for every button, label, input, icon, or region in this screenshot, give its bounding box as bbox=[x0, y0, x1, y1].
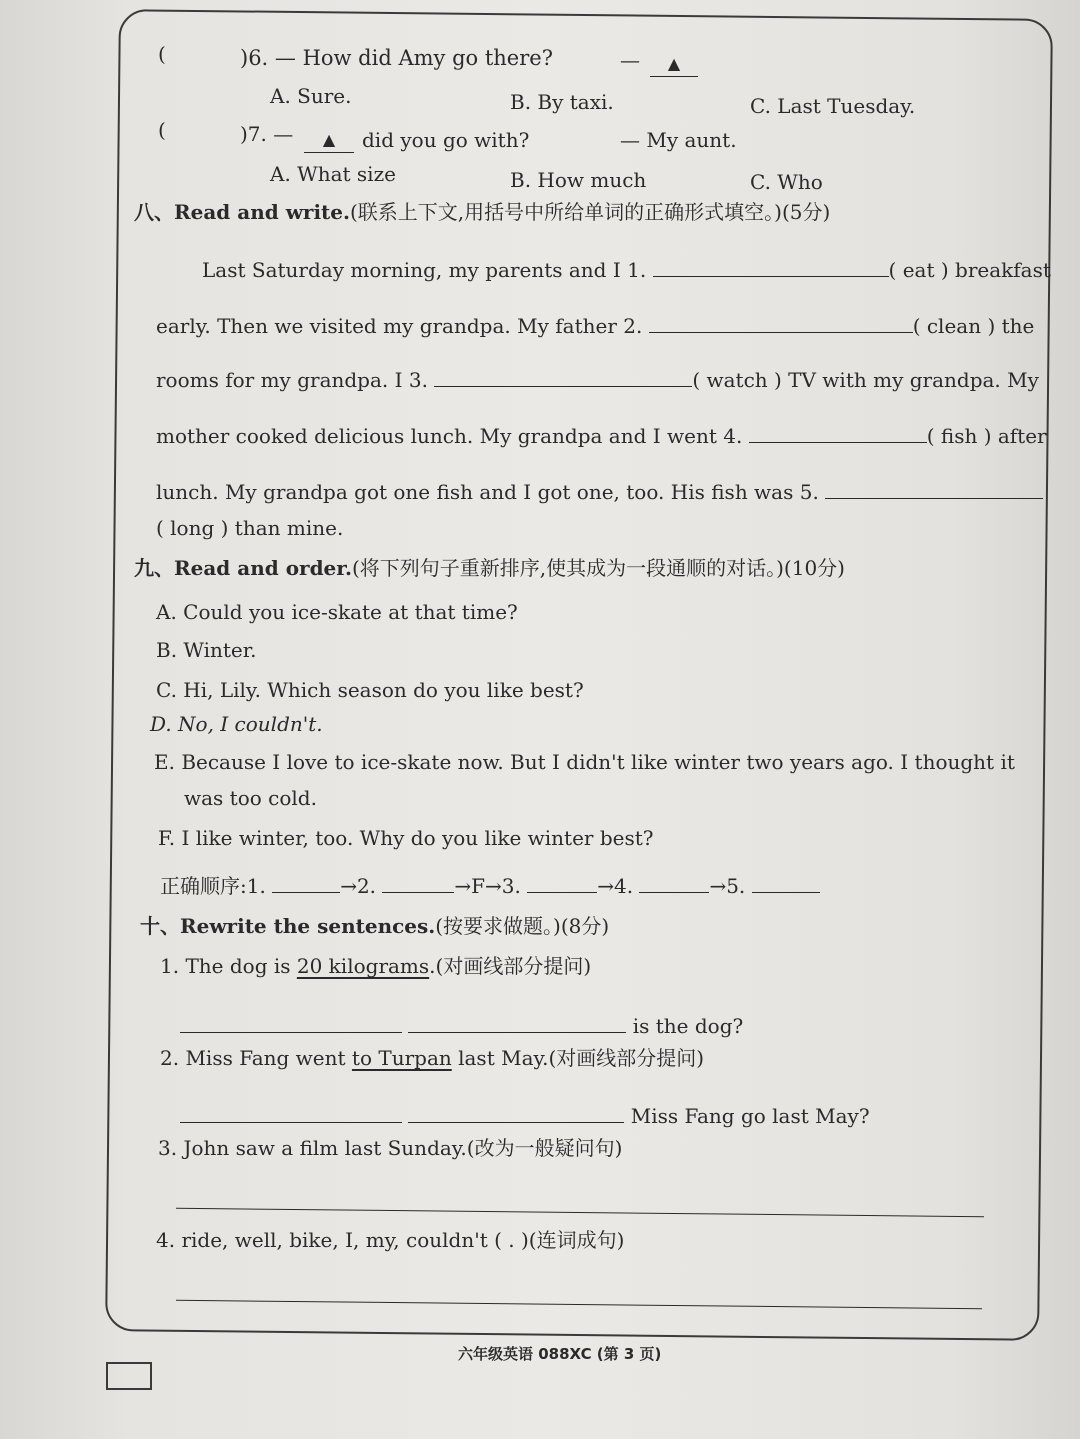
s9-order-sep-2: →2. bbox=[340, 874, 377, 898]
s8-line-5-text: lunch. My grandpa got one fish and I got one, too. His fish was 5. bbox=[156, 480, 819, 504]
s8-blank-1[interactable] bbox=[653, 258, 889, 277]
s10-q4: 4. ride, well, bike, I, my, couldn't ( . )(连词成句) bbox=[156, 1228, 625, 1252]
s8-line-4 bbox=[156, 424, 1047, 448]
s8-blank-2[interactable] bbox=[649, 314, 913, 333]
q6-answer-dash: — bbox=[620, 48, 640, 72]
s9-item-d: D. No, I couldn't. bbox=[150, 712, 323, 736]
q6-paren: ( bbox=[158, 42, 166, 66]
s10-q2-blank-1[interactable] bbox=[180, 1104, 402, 1123]
s10-q2-underlined: to Turpan bbox=[351, 1046, 452, 1070]
s8-line-3-hint: ( watch ) TV with my grandpa. My bbox=[692, 368, 1039, 392]
s10-q1-tail: is the dog? bbox=[632, 1014, 744, 1038]
section9-title bbox=[134, 556, 845, 580]
s8-line-5 bbox=[156, 480, 1043, 504]
triangle-icon: ▲ bbox=[667, 54, 681, 73]
q7-paren: ( bbox=[158, 118, 166, 142]
s9-order-sep-3: →F→3. bbox=[454, 874, 521, 898]
s10-q2-answer-row bbox=[180, 1104, 870, 1128]
s8-line-3-text: rooms for my grandpa. I 3. bbox=[156, 368, 428, 392]
q7-stem-prefix: )7. — bbox=[240, 122, 294, 146]
q6-option-b: B. By taxi. bbox=[510, 90, 614, 114]
s8-line-4-hint: ( fish ) after bbox=[926, 424, 1047, 448]
q7-answer: — My aunt. bbox=[620, 128, 737, 152]
s9-order-blank-5[interactable] bbox=[752, 874, 820, 893]
s9-order-label: 正确顺序:1. bbox=[160, 874, 266, 898]
q7-answer-blank[interactable] bbox=[304, 126, 354, 153]
s8-line-1-text: Last Saturday morning, my parents and I 1. bbox=[202, 258, 647, 282]
s9-order-row bbox=[160, 874, 820, 898]
q6-answer-blank[interactable] bbox=[650, 50, 698, 77]
s9-item-c: C. Hi, Lily. Which season do you like best? bbox=[156, 678, 584, 702]
s9-item-a: A. Could you ice-skate at that time? bbox=[156, 600, 518, 624]
s8-line-2-hint: ( clean ) the bbox=[912, 314, 1035, 338]
q7-stem-suffix: did you go with? bbox=[362, 128, 530, 152]
page-footer: 六年级英语 088XC (第 3 页) bbox=[458, 1345, 662, 1363]
corner-box bbox=[106, 1362, 152, 1390]
s9-order-sep-5: →5. bbox=[709, 874, 746, 898]
section8-title-en: 八、Read and write. bbox=[134, 200, 350, 224]
s9-order-sep-4: →4. bbox=[597, 874, 634, 898]
section10-title bbox=[140, 914, 609, 938]
s10-q1-answer-row bbox=[180, 1014, 743, 1038]
s8-line-3 bbox=[156, 368, 1039, 392]
q6-option-c: C. Last Tuesday. bbox=[750, 94, 916, 118]
s9-item-e: E. Because I love to ice-skate now. But I didn't like winter two years ago. I thought it bbox=[154, 750, 1015, 774]
s10-q1 bbox=[160, 954, 591, 978]
s8-line-2 bbox=[156, 314, 1034, 338]
s10-q2-blank-2[interactable] bbox=[408, 1104, 624, 1123]
s9-order-blank-2[interactable] bbox=[382, 874, 454, 893]
s10-q3: 3. John saw a film last Sunday.(改为一般疑问句) bbox=[158, 1136, 623, 1160]
q7-option-a: A. What size bbox=[270, 162, 396, 186]
s9-item-b: B. Winter. bbox=[156, 638, 257, 662]
section9-title-en: 九、Read and order. bbox=[134, 556, 352, 580]
triangle-icon: ▲ bbox=[322, 130, 336, 149]
s9-order-blank-3[interactable] bbox=[527, 874, 597, 893]
s10-q1-underlined: 20 kilograms bbox=[296, 954, 430, 978]
s8-blank-5[interactable] bbox=[825, 480, 1043, 499]
s9-item-f: F. I like winter, too. Why do you like winter best? bbox=[158, 826, 654, 850]
q7-option-c: C. Who bbox=[750, 170, 823, 194]
section8-title-cn: (联系上下文,用括号中所给单词的正确形式填空。)(5分) bbox=[349, 200, 831, 224]
s9-order-blank-4[interactable] bbox=[639, 874, 709, 893]
s8-line-6: ( long ) than mine. bbox=[156, 516, 344, 540]
s8-blank-4[interactable] bbox=[749, 424, 927, 443]
s10-q1-suffix: .(对画线部分提问) bbox=[429, 954, 592, 978]
s10-q2-tail: Miss Fang go last May? bbox=[630, 1104, 870, 1128]
s10-q2 bbox=[160, 1046, 704, 1070]
s10-q2-prefix: 2. Miss Fang went bbox=[160, 1046, 352, 1070]
q6-option-a: A. Sure. bbox=[270, 84, 352, 108]
s10-q1-blank-2[interactable] bbox=[408, 1014, 626, 1033]
s8-line-1-hint: ( eat ) breakfast bbox=[888, 258, 1051, 282]
section9-title-cn: (将下列句子重新排序,使其成为一段通顺的对话。)(10分) bbox=[351, 556, 845, 580]
section8-title bbox=[134, 200, 830, 224]
s8-blank-3[interactable] bbox=[434, 368, 692, 387]
section10-title-cn: (按要求做题。)(8分) bbox=[435, 914, 610, 938]
s9-item-e-cont: was too cold. bbox=[184, 786, 317, 810]
s8-line-4-text: mother cooked delicious lunch. My grandpa and I went 4. bbox=[156, 424, 743, 448]
s9-order-blank-1[interactable] bbox=[272, 874, 340, 893]
q7-option-b: B. How much bbox=[510, 168, 647, 192]
q6-stem: )6. — How did Amy go there? bbox=[240, 46, 553, 70]
s10-q1-prefix: 1. The dog is bbox=[160, 954, 297, 978]
section10-title-en: 十、Rewrite the sentences. bbox=[140, 914, 436, 938]
s10-q2-suffix: last May.(对画线部分提问) bbox=[451, 1046, 705, 1070]
s8-line-2-text: early. Then we visited my grandpa. My father 2. bbox=[156, 314, 643, 338]
s8-line-1 bbox=[202, 258, 1051, 282]
s10-q1-blank-1[interactable] bbox=[180, 1014, 402, 1033]
